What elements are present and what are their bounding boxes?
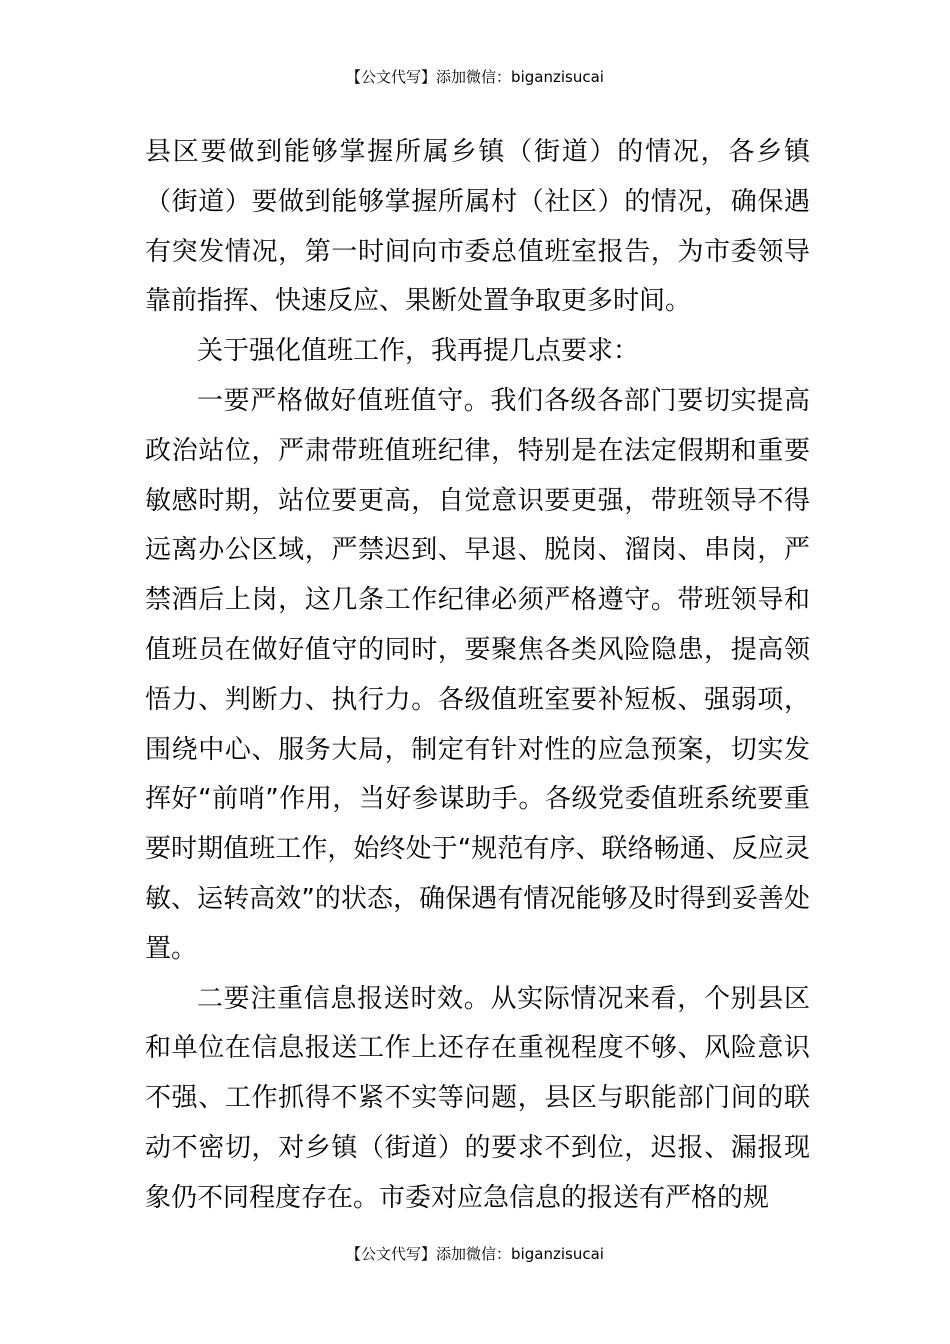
page-header: 【公文代写】添加微信：biganzisucai	[346, 68, 604, 86]
paragraph-continuation: 县区要做到能够掌握所属乡镇（街道）的情况，各乡镇（街道）要做到能够掌握所属村（社区）的情况，确保遇有突发情况，第一时间向市委总值班室报告，为市委领导靠前指挥、快速反应、果断处置争取更多时间。	[145, 137, 810, 317]
paragraph-requirement-2: 二要注重信息报送时效。从实际情况来看，个别县区和单位在信息报送工作上还存在重视程度不够、风险意识不强、工作抓得不紧不实等问题，县区与职能部门间的联动不密切，对乡镇（街道）的要求不到位，迟报、漏报现象仍不同程度存在。市委对应急信息的报送有严格的规	[145, 983, 810, 1213]
paragraph-requirement-1: 一要严格做好值班值守。我们各级各部门要切实提高政治站位，严肃带班值班纪律，特别是在法定假期和重要敏感时期，站位要更高，自觉意识要更强，带班领导不得远离办公区域，严禁迟到、早退、脱岗、溜岗、串岗，严禁酒后上岗，这几条工作纪律必须严格遵守。带班领导和值班员在做好值守的同时，要聚焦各类风险隐患，提高领悟力、判断力、执行力。各级值班室要补短板、强弱项，围绕中心、服务大局，制定有针对性的应急预案，切实发挥好“前哨”作用，当好参谋助手。各级党委值班系统要重要时期值班工作，始终处于“规范有序、联络畅通、反应灵敏、运转高效”的状态，确保遇有情况能够及时得到妥善处置。	[145, 385, 810, 964]
document-body	[145, 128, 810, 1224]
page-footer: 【公文代写】添加微信：biganzisucai	[346, 1245, 604, 1263]
paragraph-intro: 关于强化值班工作，我再提几点要求：	[197, 336, 640, 367]
